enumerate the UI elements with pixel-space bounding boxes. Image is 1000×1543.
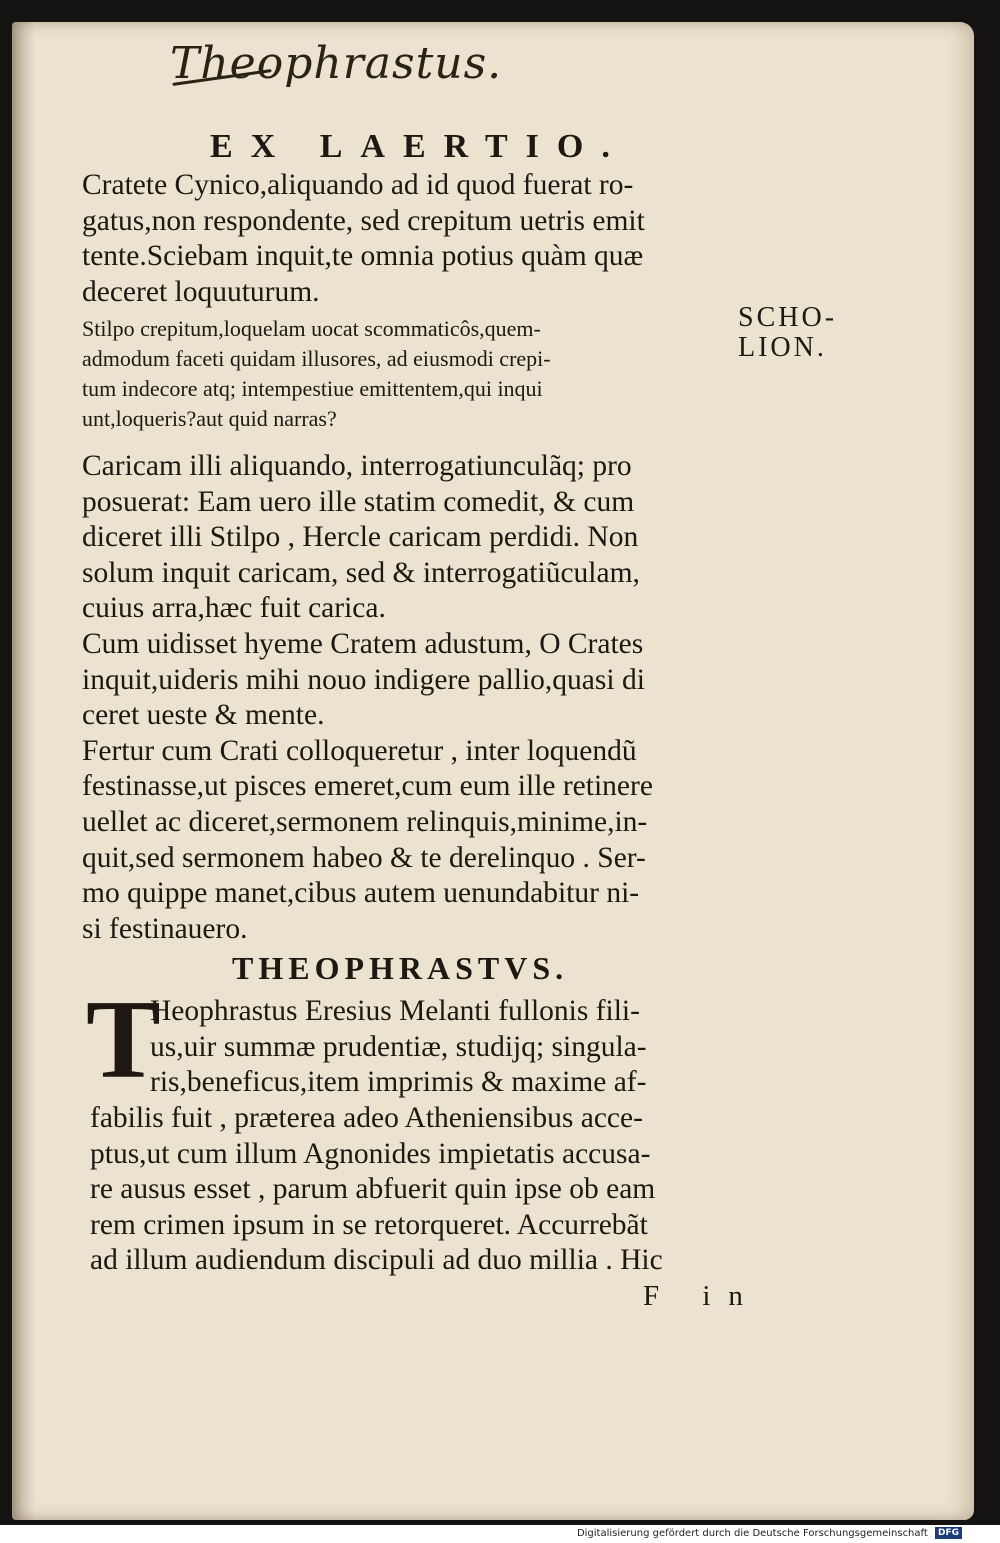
text-line: Cratete Cynico,aliquando ad id quod fuerat ro- xyxy=(82,169,634,201)
margin-note-scholion xyxy=(738,303,858,363)
scholion-note xyxy=(82,314,742,434)
text-line: Cum uidisset hyeme Cratem adustum, O Crates xyxy=(82,627,644,660)
text-line: solum inquit caricam, sed & interrogatiũculam, xyxy=(82,556,640,589)
text-line: diceret illi Stilpo , Hercle caricam perdidi. Non xyxy=(82,521,639,554)
text-line: festinasse,ut pisces emeret,cum eum ille retinere xyxy=(82,770,653,803)
handwritten-annotation: Theophrastus. xyxy=(170,38,503,89)
text-line: ceret ueste & mente. xyxy=(82,699,325,732)
text-line: fabilis fuit , præterea adeo Atheniensibus acce- xyxy=(90,1102,643,1134)
text-line: uellet ac diceret,sermonem relinquis,minime,in- xyxy=(82,805,648,838)
text-line: rem crimen ipsum in se retorqueret. Accurrebãt xyxy=(90,1208,648,1241)
text-line: deceret loquuturum. xyxy=(82,275,320,308)
drop-cap: T xyxy=(86,978,161,1102)
signature-catchword: F in xyxy=(643,1280,761,1312)
margin-note-line: SCHO- xyxy=(738,302,838,333)
text-line: cuius arra,hæc fuit carica. xyxy=(82,592,386,625)
text-line: Stilpo crepitum,loquelam uocat scommaticôs,quem- xyxy=(82,316,541,341)
text-line: us,uir summæ prudentiæ, studijq; singula- xyxy=(150,1030,647,1063)
paragraph-stilpo xyxy=(82,449,742,947)
text-line: si festinauero. xyxy=(82,912,248,945)
paragraph-crates xyxy=(82,168,742,310)
text-line: posuerat: Eam uero ille statim comedit, & cum xyxy=(82,485,635,518)
text-line: Heophrastus Eresius Melanti fullonis fili- xyxy=(150,995,640,1027)
dfg-logo: DFG xyxy=(935,1527,962,1539)
text-line: re ausus esset , parum abfuerit quin ipse ob eam xyxy=(90,1173,656,1206)
text-line: ris,beneficus,item imprimis & maxime af- xyxy=(150,1066,647,1099)
paragraph-theophrastus xyxy=(90,1101,750,1279)
text-line: inquit,uideris mihi nouo indigere pallio,quasi di xyxy=(82,663,645,696)
paragraph-theophrastus-start xyxy=(150,994,750,1101)
text-line: Caricam illi aliquando, interrogatiunculãq; pro xyxy=(82,450,632,482)
text-line: mo quippe manet,cibus autem uenundabitur ni- xyxy=(82,877,640,910)
text-line: unt,loqueris?aut quid narras? xyxy=(82,406,337,431)
text-line: tente.Sciebam inquit,te omnia potius quàm quæ xyxy=(82,240,644,273)
text-line: admodum faceti quidam illusores, ad eiusmodi crepi- xyxy=(82,346,551,371)
margin-note-line: LION. xyxy=(738,332,827,363)
text-line: ad illum audiendum discipuli ad duo millia . Hic xyxy=(90,1244,663,1277)
text-line: ptus,ut cum illum Agnonides impietatis accusa- xyxy=(90,1137,651,1170)
section-title: THEOPHRASTVS. xyxy=(232,950,569,986)
footer-credit xyxy=(577,1527,962,1539)
footer-text: Digitalisierung gefördert durch die Deutsche Forschungsgemeinschaft xyxy=(576,1528,928,1539)
text-line: quit,sed sermonem habeo & te derelinquo . Ser- xyxy=(82,841,646,874)
running-head: EX LAERTIO. xyxy=(210,128,628,165)
text-line: Fertur cum Crati colloqueretur , inter loquendũ xyxy=(82,734,637,767)
text-line: gatus,non respondente, sed crepitum uetris emit xyxy=(82,204,645,237)
text-line: tum indecore atq; intempestiue emittentem,qui inqui xyxy=(82,376,543,401)
